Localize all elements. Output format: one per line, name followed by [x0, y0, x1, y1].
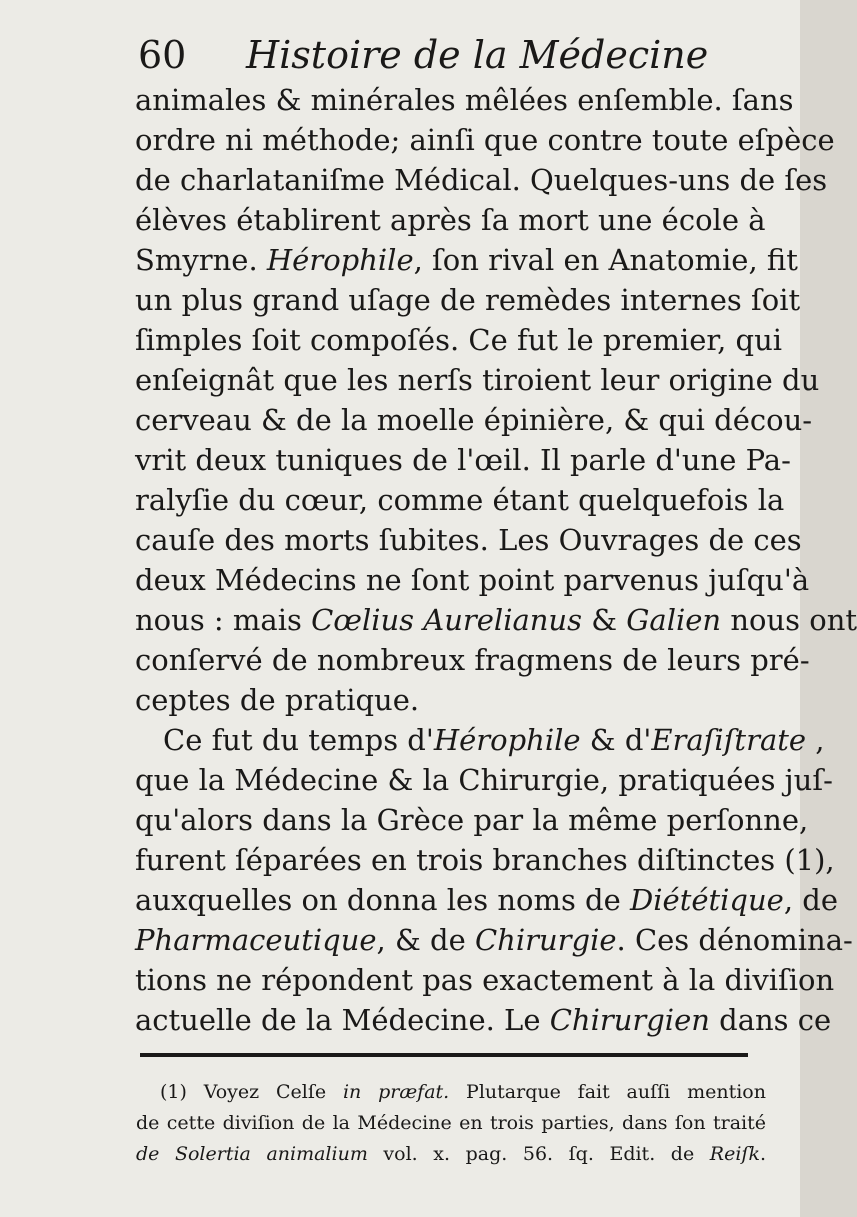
footnote-divider [140, 1053, 748, 1057]
footnote-line [136, 1139, 766, 1170]
text-line: cerveau & de la moelle épinière, & qui décou- [135, 403, 813, 437]
citation-reisk: Reiſk [709, 1143, 760, 1165]
citation-solertia: de Solertia animalium [136, 1143, 368, 1165]
line-segment: Smyrne. [135, 243, 258, 277]
text-line [135, 920, 853, 960]
text-line [135, 240, 798, 280]
line-segment: , ſon rival en Anatomie, fit [413, 243, 798, 277]
term-pharmaceutique: Pharmaceutique [135, 923, 377, 957]
line-segment: Ce fut du temps d' [163, 723, 434, 757]
term-dietetique: Diététique [630, 883, 784, 917]
running-title: Histoire de la Médecine [246, 33, 709, 77]
text-line: cauſe des morts ſubites. Les Ouvrages de ces [135, 523, 802, 557]
line-segment: Plutarque fait auſſi mention [466, 1081, 766, 1103]
term-chirurgien: Chirurgien [549, 1003, 710, 1037]
line-segment: nous ont [730, 603, 857, 637]
text-line: élèves établirent après ſa mort une école à [135, 203, 766, 237]
line-segment: auxquelles on donna les noms de [135, 883, 621, 917]
footnote-line: de cette diviſion de la Médecine en trois parties, dans ſon traité [136, 1112, 766, 1134]
name-galien: Galien [626, 603, 722, 637]
line-segment: . [759, 1143, 767, 1165]
text-line: deux Médecins ne ſont point parvenus juſqu'à [135, 563, 810, 597]
text-line: qu'alors dans la Grèce par la même perſonne, [135, 803, 809, 837]
text-line: furent ſéparées en trois branches diſtinctes (1), [135, 843, 835, 877]
page-number: 60 [138, 33, 187, 77]
text-line: enſeignât que les nerſs tiroient leur origine du [135, 363, 820, 397]
text-line [135, 1000, 832, 1040]
name-coelius-aurelianus: Cœlius Aurelianus [311, 603, 582, 637]
text-line: ordre ni méthode; ainſi que contre toute eſpèce [135, 123, 835, 157]
line-segment: & [591, 603, 618, 637]
line-segment: & d' [589, 723, 652, 757]
line-segment: , [815, 723, 825, 757]
name-erasistrate: Eraſiſtrate [651, 723, 807, 757]
line-segment: dans ce [719, 1003, 832, 1037]
page-header [138, 30, 778, 80]
line-segment: actuelle de la Médecine. Le [135, 1003, 541, 1037]
line-segment: , & de [376, 923, 466, 957]
body-text [135, 80, 857, 1040]
name-herophile: Hérophile [433, 723, 581, 757]
text-line: ſimples ſoit compoſés. Ce fut le premier, qui [135, 323, 783, 357]
citation-in-praefat: in præfat. [342, 1081, 450, 1103]
line-segment: , de [783, 883, 839, 917]
text-line: tions ne répondent pas exactement à la diviſion [135, 963, 835, 997]
text-line [135, 600, 857, 640]
footnote [136, 1077, 766, 1170]
footnote-line [136, 1077, 766, 1108]
text-line [135, 880, 839, 920]
text-line: un plus grand uſage de remèdes internes ſoit [135, 283, 801, 317]
line-segment: vol. x. pag. 56. ſq. Edit. de [383, 1143, 695, 1165]
text-line: animales & minérales mêlées enſemble. ſans [135, 83, 794, 117]
text-line: conſervé de nombreux fragmens de leurs pré- [135, 643, 810, 677]
text-line: de charlataniſme Médical. Quelques-uns de ſes [135, 163, 828, 197]
term-chirurgie: Chirurgie [474, 923, 617, 957]
text-line [135, 720, 825, 760]
text-line: ralyſie du cœur, comme étant quelquefois la [135, 483, 785, 517]
line-segment: . Ces dénomina- [616, 923, 853, 957]
name-herophile: Hérophile [266, 243, 414, 277]
line-segment: (1) Voyez Celſe [160, 1081, 327, 1103]
line-segment: nous : mais [135, 603, 302, 637]
text-line: que la Médecine & la Chirurgie, pratiquées juſ- [135, 763, 833, 797]
text-line: vrit deux tuniques de l'œil. Il parle d'une Pa- [135, 443, 791, 477]
text-line: ceptes de pratique. [135, 683, 420, 717]
